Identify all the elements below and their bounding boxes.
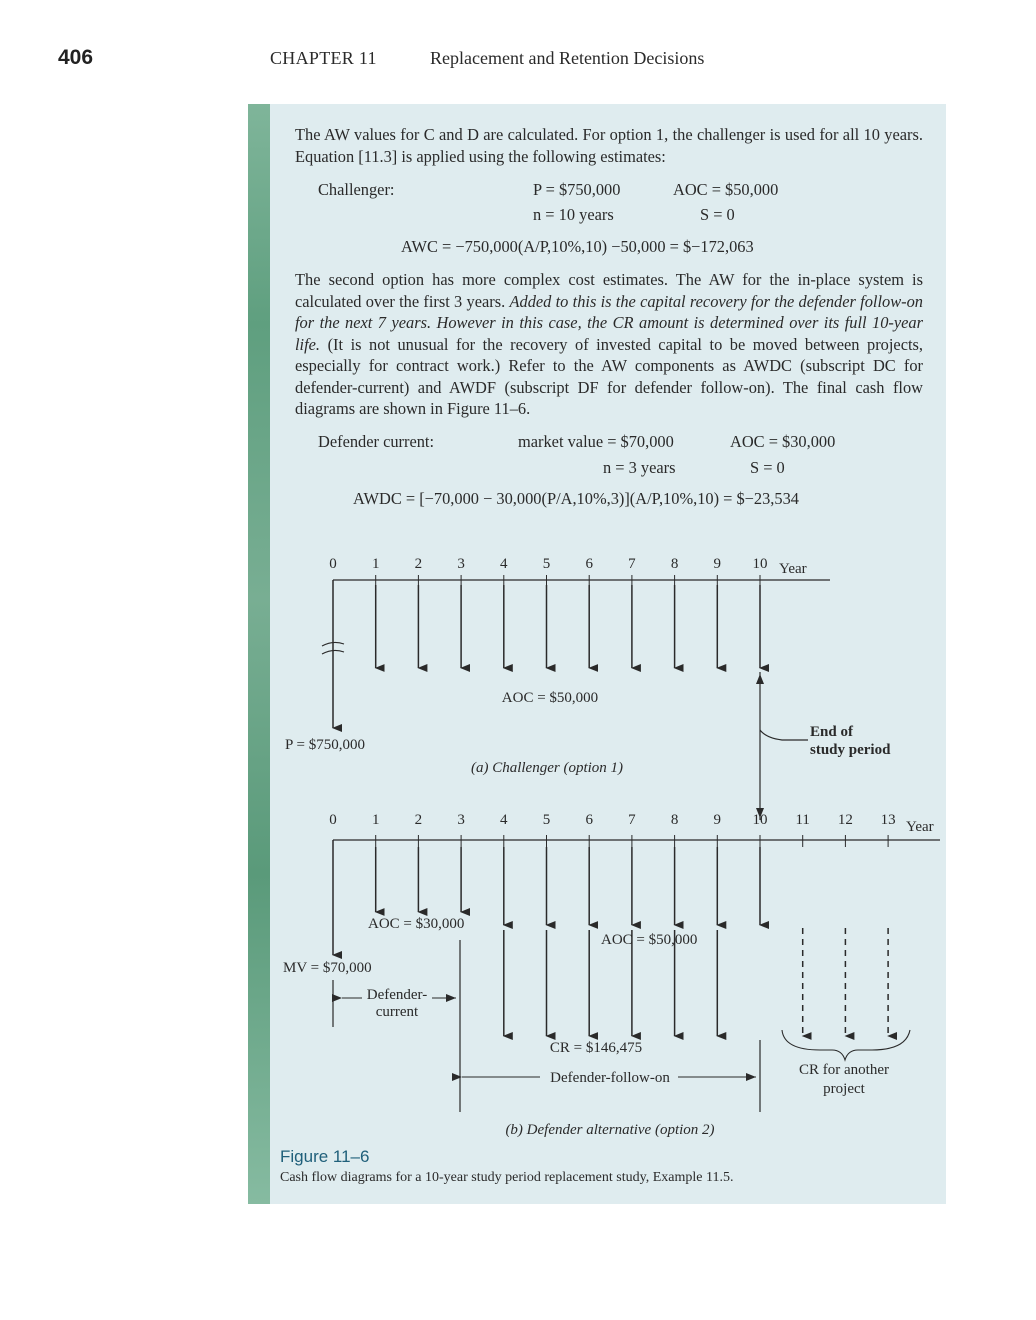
- chapter-title: Replacement and Retention Decisions: [430, 48, 705, 68]
- challenger-aoc: AOC = $50,000: [673, 180, 779, 199]
- end-of-study-brace: [760, 730, 808, 740]
- diagram-a-year-7: 7: [628, 556, 636, 572]
- diagram-b-year-11: 11: [795, 812, 810, 828]
- diagram-b-aoc1-label: AOC = $30,000: [368, 916, 465, 932]
- diagram-b-caption: (b) Defender alternative (option 2): [505, 1122, 715, 1138]
- diagram-b-year-3: 3: [457, 812, 465, 828]
- diagram-a-year-0: 0: [329, 556, 337, 572]
- challenger-first-cost: P = $750,000: [533, 180, 621, 199]
- defender-current-label-1: Defender-: [366, 987, 428, 1003]
- challenger-aw-equation: AWC = −750,000(A/P,10%,10) −50,000 = $−172,063: [401, 237, 754, 256]
- diagram-b-follow-on-label: Defender-follow-on: [550, 1070, 670, 1086]
- diagram-a-year-4: 4: [500, 556, 508, 572]
- diagram-a-year-labels: [329, 556, 767, 572]
- diagram-a-year-6: 6: [585, 556, 593, 572]
- diagram-b-mv-label: MV = $70,000: [283, 960, 372, 976]
- intro-paragraph: The AW values for C and D are calculated. For option 1, the challenger is used for all 10 years. Equation [11.3] is applied using the following estimates:: [295, 125, 923, 166]
- diagram-a-caption: (a) Challenger (option 1): [470, 760, 624, 776]
- up-arrowhead-icon: [756, 674, 764, 684]
- diagram-b-year-8: 8: [670, 812, 679, 828]
- diagram-b-year-5: 5: [542, 812, 551, 828]
- cr-other-label-1: CR for another: [799, 1062, 889, 1078]
- diagram-b-year-label: Year: [906, 819, 934, 835]
- page-number: 406: [58, 46, 94, 69]
- diagram-b-year-labels: [329, 812, 895, 828]
- figure-title: Figure 11–6: [280, 1147, 370, 1166]
- defender-aoc: AOC = $30,000: [730, 432, 836, 451]
- cr-other-brace: [782, 1030, 910, 1060]
- defender-salvage: S = 0: [750, 458, 785, 477]
- diagram-b-year-2: 2: [414, 812, 423, 828]
- defender-life: n = 3 years: [603, 458, 676, 477]
- defender-paragraph-text-2: (It is not unusual for the recovery of invested capital to be moved between projects, especially for contract work.) Refer to the AW components as AWDC (subscript DC for defender-current) and AWDF (subscript DF for defender follow-on). The final cash flow diagrams are shown in Figure 11–6.: [295, 334, 923, 418]
- diagram-b-defender: [283, 812, 940, 1138]
- diagram-b-year-6: 6: [585, 812, 593, 828]
- diagram-b-year-10: 10: [752, 812, 768, 828]
- diagram-a-year-2: 2: [414, 556, 423, 572]
- defender-paragraph-italic: Added to this is the capital recovery for the defender follow-on for the next 7 years. However in this case, the CR amount is determined over its full 10-year life.: [295, 291, 923, 354]
- diagram-b-aoc2-label: AOC = $50,000: [601, 932, 698, 948]
- diagram-b-cr-label: CR = $146,475: [549, 1040, 643, 1056]
- diagram-a-year-5: 5: [542, 556, 551, 572]
- chapter-label: CHAPTER 11: [270, 48, 377, 68]
- defender-current-label-2: current: [375, 1004, 419, 1020]
- diagram-a-year-10: 10: [752, 556, 768, 572]
- figure-caption: Cash flow diagrams for a 10-year study period replacement study, Example 11.5.: [280, 1170, 734, 1185]
- defender-aw-equation: AWDC = [−70,000 − 30,000(P/A,10%,3)](A/P,10%,10) = $−23,534: [353, 489, 799, 508]
- diagram-b-year-12: 12: [837, 812, 853, 828]
- diagram-a-p-label: P = $750,000: [285, 737, 365, 753]
- challenger-label: Challenger:: [318, 180, 395, 199]
- end-of-study-label-2: study period: [810, 742, 891, 758]
- cr-other-label-2: project: [823, 1081, 865, 1097]
- defender-label: Defender current:: [318, 432, 435, 451]
- diagram-a-year-label: Year: [779, 561, 807, 577]
- diagram-a-challenger: [285, 556, 830, 776]
- diagram-b-year-7: 7: [628, 812, 636, 828]
- diagram-b-year-4: 4: [500, 812, 508, 828]
- diagram-a-year-8: 8: [670, 556, 679, 572]
- diagram-a-year-9: 9: [713, 556, 722, 572]
- end-of-study-label-1: End of: [810, 724, 853, 740]
- diagram-b-year-13: 13: [880, 812, 896, 828]
- diagram-b-year-9: 9: [713, 812, 722, 828]
- diagram-b-year-1: 1: [371, 812, 380, 828]
- defender-paragraph-text-1: The second option has more complex cost estimates. The AW for the in-place system is calculated over the first 3 years.: [295, 270, 923, 311]
- challenger-life: n = 10 years: [533, 205, 614, 224]
- diagram-a-year-3: 3: [457, 556, 465, 572]
- end-of-study-connector: [756, 672, 891, 820]
- diagram-a-year-1: 1: [371, 556, 380, 572]
- diagram-b-year-0: 0: [329, 812, 337, 828]
- challenger-salvage: S = 0: [700, 205, 735, 224]
- diagram-a-aoc-label: AOC = $50,000: [501, 690, 599, 706]
- defender-market-value: market value = $70,000: [518, 432, 674, 451]
